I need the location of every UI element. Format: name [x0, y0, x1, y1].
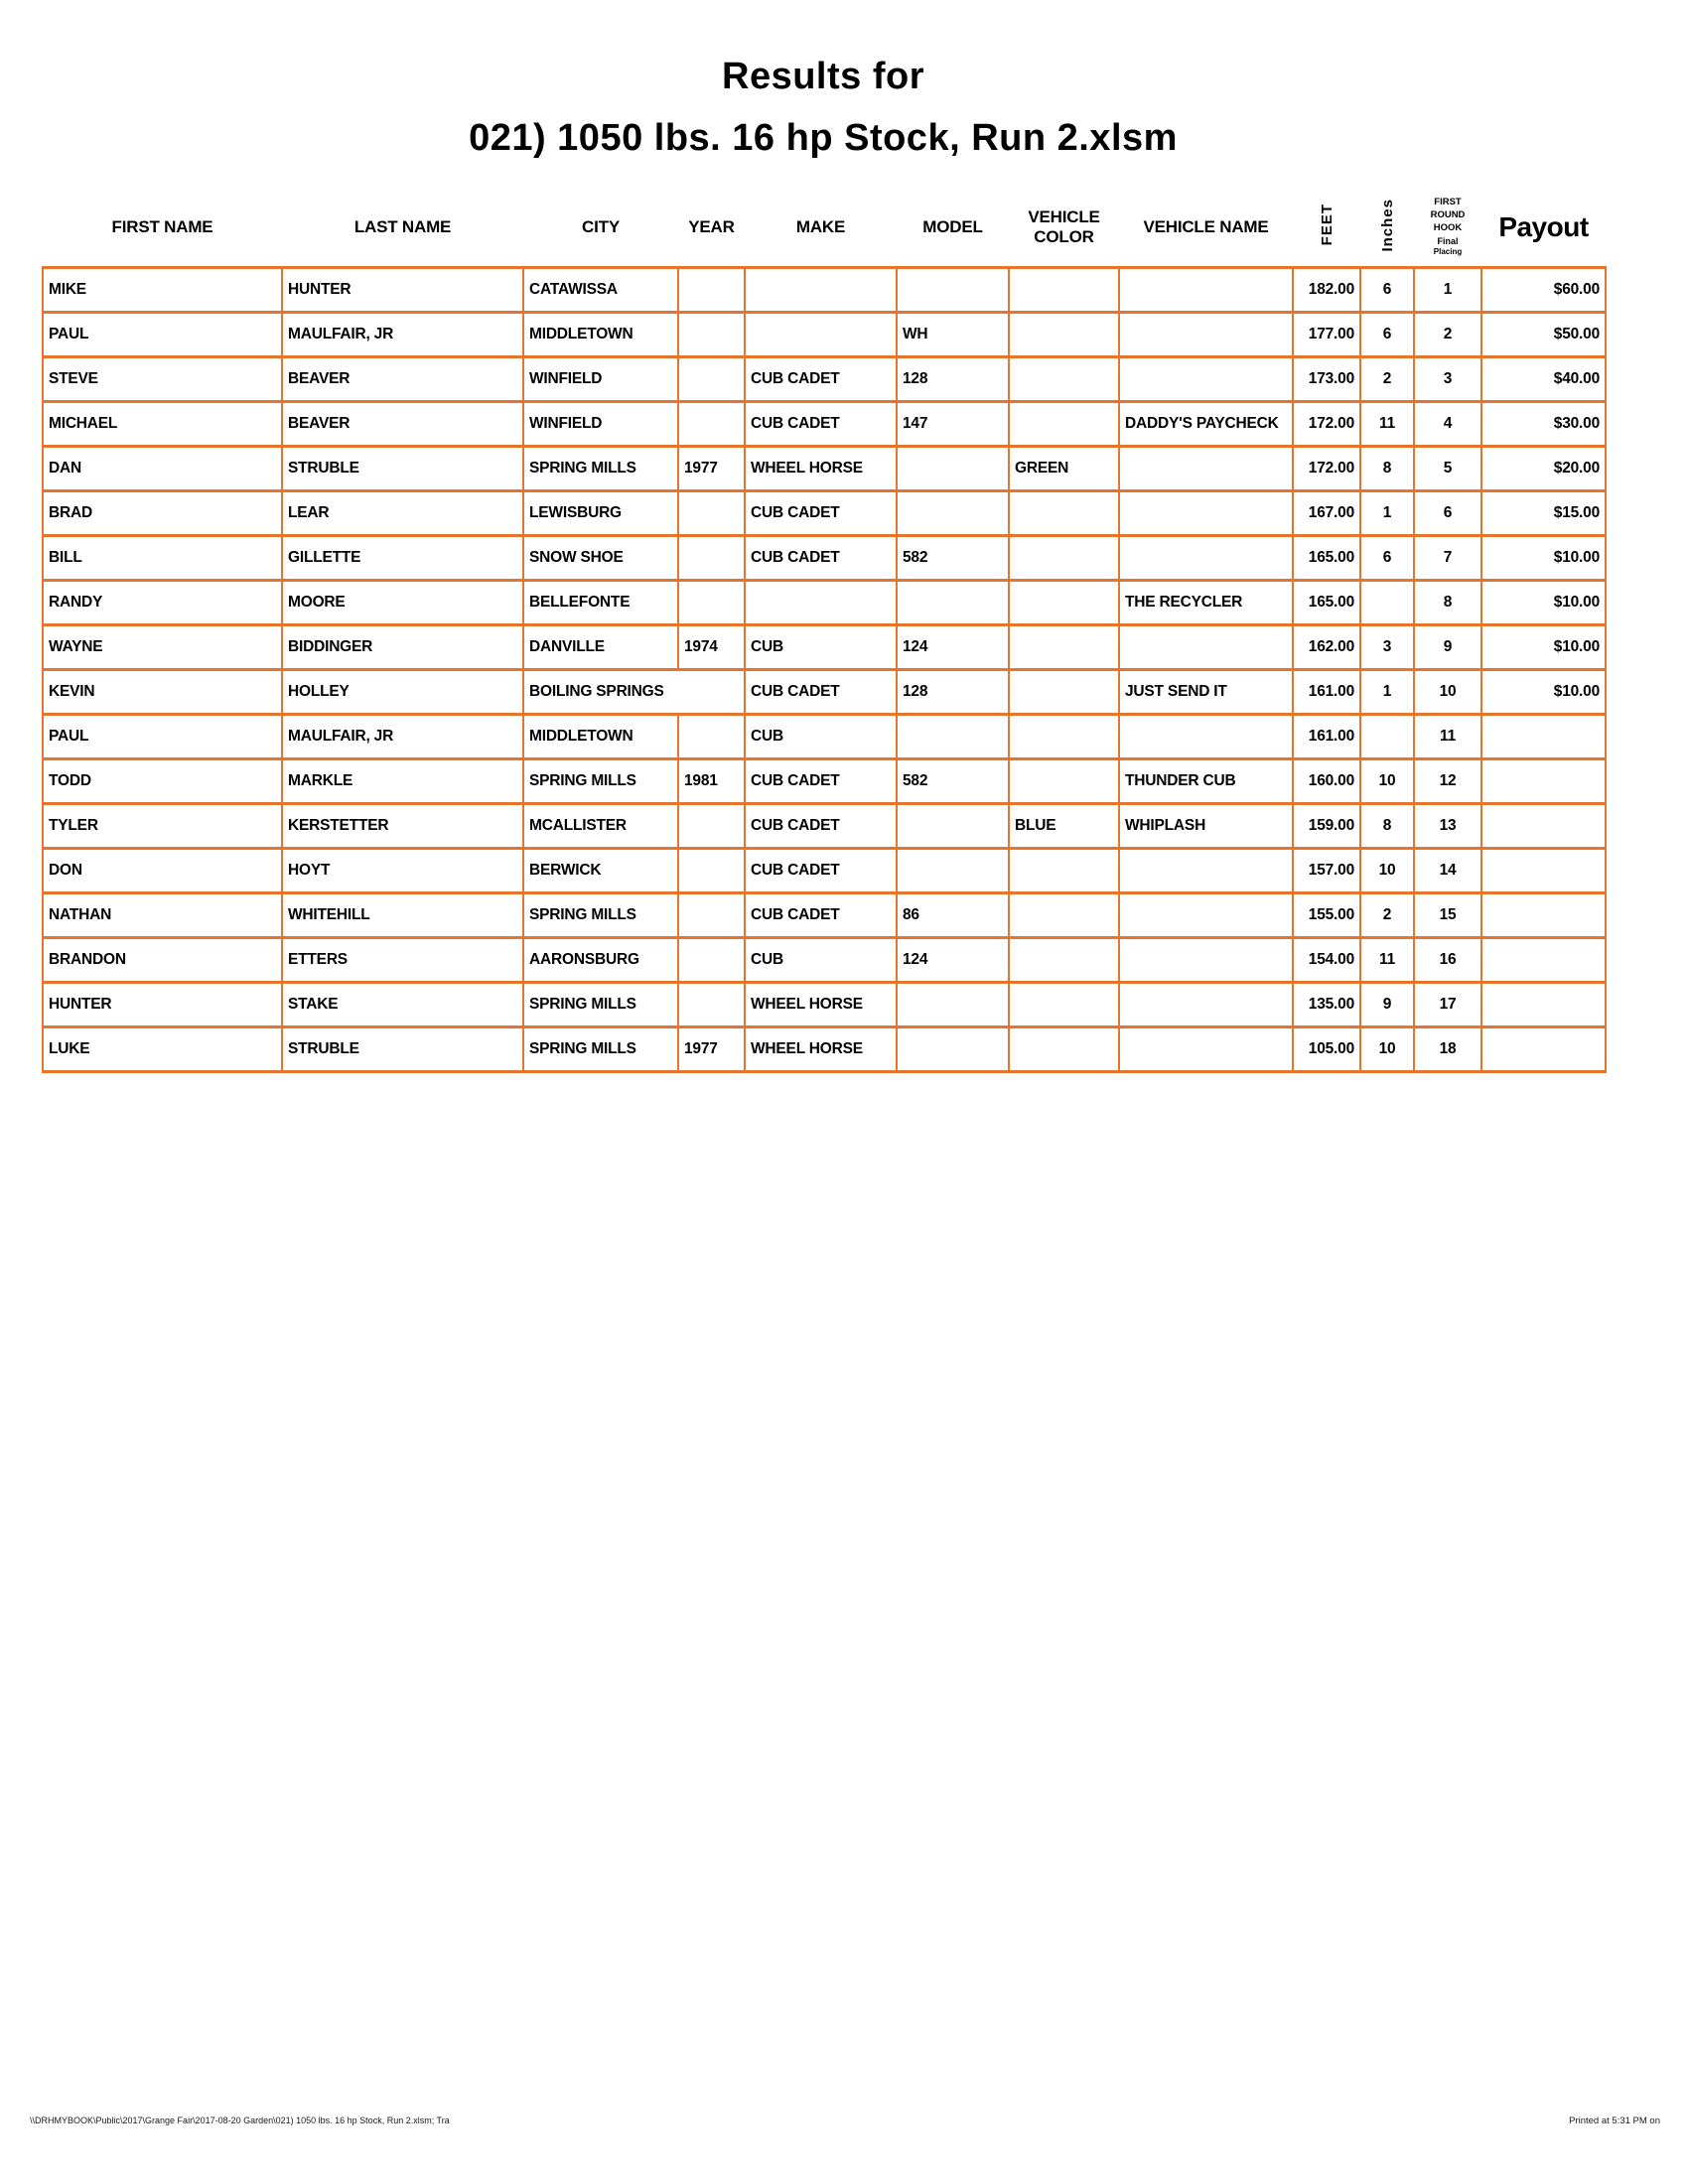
cell-hook: 15	[1414, 893, 1481, 938]
cell-feet: 167.00	[1293, 491, 1360, 536]
cell-feet: 157.00	[1293, 849, 1360, 893]
cell-city: WINFIELD	[523, 357, 678, 402]
cell-make	[745, 268, 897, 313]
cell-color: GREEN	[1009, 447, 1119, 491]
cell-name	[1119, 491, 1293, 536]
table-row	[43, 715, 1606, 759]
cell-model	[897, 715, 1009, 759]
results-table-body	[43, 268, 1606, 1072]
header-vehicle-name: VEHICLE NAME	[1119, 189, 1293, 268]
cell-color	[1009, 625, 1119, 670]
table-row	[43, 804, 1606, 849]
cell-model: 128	[897, 670, 1009, 715]
cell-model	[897, 1027, 1009, 1072]
cell-feet: 161.00	[1293, 670, 1360, 715]
cell-first: BRAD	[43, 491, 282, 536]
cell-hook: 4	[1414, 402, 1481, 447]
cell-first: MIKE	[43, 268, 282, 313]
cell-make: CUB CADET	[745, 804, 897, 849]
cell-name	[1119, 983, 1293, 1027]
cell-inches: 6	[1360, 268, 1414, 313]
cell-payout	[1481, 804, 1606, 849]
cell-make: CUB CADET	[745, 357, 897, 402]
cell-year	[678, 983, 745, 1027]
cell-hook: 18	[1414, 1027, 1481, 1072]
cell-last: BIDDINGER	[282, 625, 523, 670]
cell-model	[897, 849, 1009, 893]
header-last-name: LAST NAME	[282, 189, 523, 268]
cell-hook: 1	[1414, 268, 1481, 313]
table-row	[43, 268, 1606, 313]
cell-city: SNOW SHOE	[523, 536, 678, 581]
cell-make: CUB CADET	[745, 402, 897, 447]
cell-feet: 155.00	[1293, 893, 1360, 938]
cell-model: 582	[897, 536, 1009, 581]
cell-first: DAN	[43, 447, 282, 491]
cell-color	[1009, 1027, 1119, 1072]
cell-feet: 159.00	[1293, 804, 1360, 849]
cell-first: STEVE	[43, 357, 282, 402]
table-row	[43, 1027, 1606, 1072]
cell-feet: 161.00	[1293, 715, 1360, 759]
cell-inches: 11	[1360, 938, 1414, 983]
cell-payout: $10.00	[1481, 536, 1606, 581]
cell-color	[1009, 938, 1119, 983]
table-row	[43, 313, 1606, 357]
cell-inches: 10	[1360, 759, 1414, 804]
cell-year	[678, 491, 745, 536]
cell-feet: 165.00	[1293, 536, 1360, 581]
cell-make: CUB CADET	[745, 893, 897, 938]
cell-make: CUB CADET	[745, 849, 897, 893]
cell-payout	[1481, 983, 1606, 1027]
cell-payout: $10.00	[1481, 625, 1606, 670]
cell-year	[678, 268, 745, 313]
cell-last: MOORE	[282, 581, 523, 625]
cell-color	[1009, 581, 1119, 625]
cell-hook: 16	[1414, 938, 1481, 983]
cell-make: CUB CADET	[745, 536, 897, 581]
cell-hook: 11	[1414, 715, 1481, 759]
cell-model: WH	[897, 313, 1009, 357]
table-row	[43, 536, 1606, 581]
cell-name	[1119, 625, 1293, 670]
cell-last: KERSTETTER	[282, 804, 523, 849]
cell-last: STRUBLE	[282, 447, 523, 491]
cell-name	[1119, 849, 1293, 893]
header-first-round-hook: FIRST ROUND HOOK Final Placing	[1414, 189, 1481, 268]
cell-hook: 8	[1414, 581, 1481, 625]
cell-year	[678, 536, 745, 581]
cell-make: WHEEL HORSE	[745, 447, 897, 491]
cell-year	[678, 313, 745, 357]
cell-year: 1977	[678, 1027, 745, 1072]
cell-last: BEAVER	[282, 357, 523, 402]
cell-year: 1981	[678, 759, 745, 804]
cell-feet: 172.00	[1293, 447, 1360, 491]
cell-city: SPRING MILLS	[523, 1027, 678, 1072]
page-title: Results for	[722, 56, 924, 97]
cell-first: MICHAEL	[43, 402, 282, 447]
cell-color	[1009, 313, 1119, 357]
cell-model: 582	[897, 759, 1009, 804]
cell-inches: 6	[1360, 536, 1414, 581]
cell-first: HUNTER	[43, 983, 282, 1027]
table-row	[43, 491, 1606, 536]
cell-payout: $40.00	[1481, 357, 1606, 402]
header-make: MAKE	[745, 189, 897, 268]
cell-model: 124	[897, 938, 1009, 983]
cell-model: 128	[897, 357, 1009, 402]
cell-feet: 154.00	[1293, 938, 1360, 983]
cell-make: WHEEL HORSE	[745, 1027, 897, 1072]
table-row	[43, 893, 1606, 938]
cell-year	[678, 804, 745, 849]
cell-payout: $10.00	[1481, 670, 1606, 715]
header-payout: Payout	[1481, 189, 1606, 268]
cell-payout	[1481, 893, 1606, 938]
cell-name	[1119, 893, 1293, 938]
cell-color	[1009, 715, 1119, 759]
cell-last: HOYT	[282, 849, 523, 893]
page-subtitle-filename: 021) 1050 lbs. 16 hp Stock, Run 2.xlsm	[469, 117, 1178, 159]
cell-year	[678, 581, 745, 625]
cell-payout: $50.00	[1481, 313, 1606, 357]
cell-year: 1977	[678, 447, 745, 491]
cell-model: 86	[897, 893, 1009, 938]
cell-feet: 177.00	[1293, 313, 1360, 357]
cell-make: CUB	[745, 715, 897, 759]
cell-make: WHEEL HORSE	[745, 983, 897, 1027]
cell-hook: 17	[1414, 983, 1481, 1027]
cell-year	[678, 715, 745, 759]
cell-city: BELLEFONTE	[523, 581, 678, 625]
cell-first: BRANDON	[43, 938, 282, 983]
cell-last: LEAR	[282, 491, 523, 536]
cell-city: BERWICK	[523, 849, 678, 893]
cell-year	[678, 402, 745, 447]
cell-year	[678, 893, 745, 938]
cell-city: SPRING MILLS	[523, 983, 678, 1027]
cell-color	[1009, 759, 1119, 804]
cell-name	[1119, 938, 1293, 983]
cell-payout: $30.00	[1481, 402, 1606, 447]
cell-last: ETTERS	[282, 938, 523, 983]
cell-last: HOLLEY	[282, 670, 523, 715]
cell-payout	[1481, 938, 1606, 983]
cell-model	[897, 581, 1009, 625]
cell-hook: 6	[1414, 491, 1481, 536]
cell-color	[1009, 268, 1119, 313]
cell-city: CATAWISSA	[523, 268, 678, 313]
cell-feet: 135.00	[1293, 983, 1360, 1027]
cell-inches: 6	[1360, 313, 1414, 357]
cell-last: WHITEHILL	[282, 893, 523, 938]
cell-model: 124	[897, 625, 1009, 670]
cell-inches: 1	[1360, 491, 1414, 536]
cell-first: TYLER	[43, 804, 282, 849]
cell-model	[897, 491, 1009, 536]
cell-year: 1974	[678, 625, 745, 670]
cell-city: MIDDLETOWN	[523, 313, 678, 357]
cell-inches: 10	[1360, 849, 1414, 893]
cell-make: CUB CADET	[745, 491, 897, 536]
cell-feet: 105.00	[1293, 1027, 1360, 1072]
cell-city: SPRING MILLS	[523, 759, 678, 804]
cell-city: SPRING MILLS	[523, 893, 678, 938]
cell-model	[897, 804, 1009, 849]
table-row	[43, 938, 1606, 983]
cell-last: MARKLE	[282, 759, 523, 804]
cell-model	[897, 983, 1009, 1027]
footer-print-timestamp: Printed at 5:31 PM on	[1569, 2116, 1660, 2126]
header-city: CITY	[523, 189, 678, 268]
cell-city: LEWISBURG	[523, 491, 678, 536]
cell-color	[1009, 357, 1119, 402]
cell-feet: 173.00	[1293, 357, 1360, 402]
cell-color	[1009, 983, 1119, 1027]
cell-hook: 12	[1414, 759, 1481, 804]
results-table	[42, 189, 1607, 1073]
cell-name: DADDY'S PAYCHECK	[1119, 402, 1293, 447]
cell-name	[1119, 268, 1293, 313]
cell-first: LUKE	[43, 1027, 282, 1072]
cell-first: PAUL	[43, 715, 282, 759]
header-vehicle-color: VEHICLE COLOR	[1009, 189, 1119, 268]
cell-name: WHIPLASH	[1119, 804, 1293, 849]
cell-year	[678, 849, 745, 893]
cell-color	[1009, 536, 1119, 581]
cell-color	[1009, 849, 1119, 893]
cell-city: DANVILLE	[523, 625, 678, 670]
table-row	[43, 670, 1606, 715]
cell-first: PAUL	[43, 313, 282, 357]
table-row	[43, 402, 1606, 447]
cell-first: WAYNE	[43, 625, 282, 670]
cell-model: 147	[897, 402, 1009, 447]
cell-last: BEAVER	[282, 402, 523, 447]
cell-color	[1009, 491, 1119, 536]
cell-hook: 9	[1414, 625, 1481, 670]
cell-color	[1009, 670, 1119, 715]
header-model: MODEL	[897, 189, 1009, 268]
cell-last: STRUBLE	[282, 1027, 523, 1072]
cell-make: CUB CADET	[745, 670, 897, 715]
table-row	[43, 581, 1606, 625]
cell-color: BLUE	[1009, 804, 1119, 849]
cell-payout	[1481, 849, 1606, 893]
cell-inches	[1360, 715, 1414, 759]
table-row	[43, 983, 1606, 1027]
cell-year	[678, 938, 745, 983]
cell-make: CUB	[745, 938, 897, 983]
cell-payout	[1481, 759, 1606, 804]
cell-city: MCALLISTER	[523, 804, 678, 849]
cell-make: CUB	[745, 625, 897, 670]
cell-name	[1119, 447, 1293, 491]
cell-inches: 8	[1360, 804, 1414, 849]
cell-hook: 7	[1414, 536, 1481, 581]
cell-name: THE RECYCLER	[1119, 581, 1293, 625]
cell-city: SPRING MILLS	[523, 447, 678, 491]
cell-name	[1119, 313, 1293, 357]
cell-inches: 2	[1360, 357, 1414, 402]
header-first-name: FIRST NAME	[43, 189, 282, 268]
cell-hook: 13	[1414, 804, 1481, 849]
cell-feet: 165.00	[1293, 581, 1360, 625]
cell-inches: 9	[1360, 983, 1414, 1027]
cell-payout	[1481, 715, 1606, 759]
cell-model	[897, 447, 1009, 491]
header-year: YEAR	[678, 189, 745, 268]
cell-color	[1009, 402, 1119, 447]
cell-first: NATHAN	[43, 893, 282, 938]
cell-feet: 160.00	[1293, 759, 1360, 804]
cell-last: HUNTER	[282, 268, 523, 313]
cell-name: THUNDER CUB	[1119, 759, 1293, 804]
table-row	[43, 759, 1606, 804]
cell-feet: 162.00	[1293, 625, 1360, 670]
table-row	[43, 625, 1606, 670]
cell-feet: 172.00	[1293, 402, 1360, 447]
cell-inches: 11	[1360, 402, 1414, 447]
cell-make	[745, 581, 897, 625]
cell-hook: 10	[1414, 670, 1481, 715]
cell-last: MAULFAIR, JR	[282, 715, 523, 759]
cell-first: DON	[43, 849, 282, 893]
cell-first: BILL	[43, 536, 282, 581]
cell-first: RANDY	[43, 581, 282, 625]
cell-payout: $60.00	[1481, 268, 1606, 313]
cell-payout: $20.00	[1481, 447, 1606, 491]
cell-inches: 10	[1360, 1027, 1414, 1072]
cell-inches: 3	[1360, 625, 1414, 670]
cell-name	[1119, 357, 1293, 402]
cell-model	[897, 268, 1009, 313]
cell-city: MIDDLETOWN	[523, 715, 678, 759]
cell-name: JUST SEND IT	[1119, 670, 1293, 715]
cell-hook: 5	[1414, 447, 1481, 491]
cell-city: BOILING SPRINGS	[523, 670, 745, 715]
cell-city: AARONSBURG	[523, 938, 678, 983]
cell-make	[745, 313, 897, 357]
header-feet: FEET	[1293, 189, 1360, 268]
cell-make: CUB CADET	[745, 759, 897, 804]
cell-year	[678, 357, 745, 402]
cell-hook: 3	[1414, 357, 1481, 402]
cell-feet: 182.00	[1293, 268, 1360, 313]
cell-payout: $10.00	[1481, 581, 1606, 625]
cell-first: TODD	[43, 759, 282, 804]
cell-last: GILLETTE	[282, 536, 523, 581]
header-row	[43, 189, 1606, 268]
cell-inches: 2	[1360, 893, 1414, 938]
table-row	[43, 357, 1606, 402]
cell-first: KEVIN	[43, 670, 282, 715]
cell-name	[1119, 536, 1293, 581]
cell-inches	[1360, 581, 1414, 625]
cell-last: MAULFAIR, JR	[282, 313, 523, 357]
table-row	[43, 447, 1606, 491]
footer-file-path: \\DRHMYBOOK\Public\2017\Grange Fair\2017-08-20 Garden\021) 1050 lbs. 16 hp Stock, Run 2.xlsm; Tra	[30, 2116, 450, 2125]
table-row	[43, 849, 1606, 893]
cell-payout	[1481, 1027, 1606, 1072]
cell-inches: 1	[1360, 670, 1414, 715]
cell-color	[1009, 893, 1119, 938]
cell-city: WINFIELD	[523, 402, 678, 447]
cell-last: STAKE	[282, 983, 523, 1027]
cell-inches: 8	[1360, 447, 1414, 491]
header-inches: Inches	[1360, 189, 1414, 268]
cell-name	[1119, 1027, 1293, 1072]
cell-hook: 2	[1414, 313, 1481, 357]
cell-payout: $15.00	[1481, 491, 1606, 536]
cell-hook: 14	[1414, 849, 1481, 893]
cell-name	[1119, 715, 1293, 759]
